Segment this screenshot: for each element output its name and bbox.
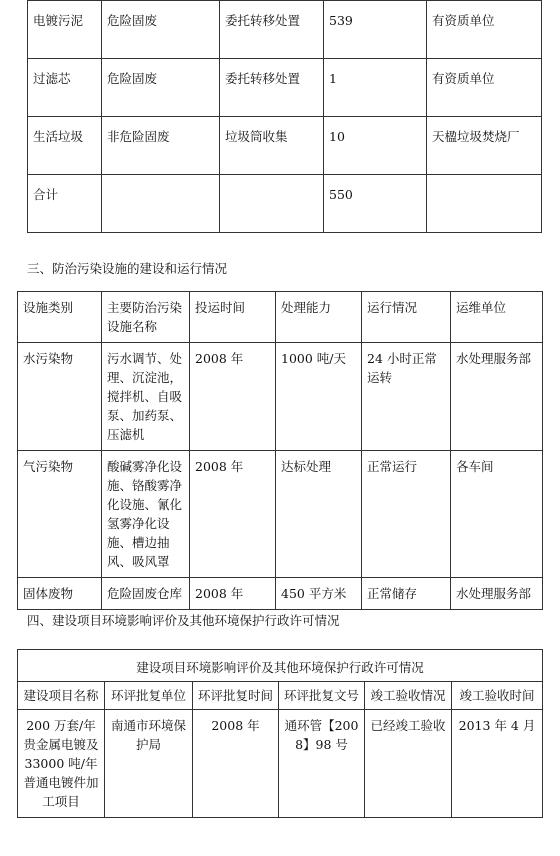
table-cell: 539 — [324, 1, 427, 59]
table-cell: 委托转移处置 — [220, 59, 324, 117]
table-cell: 气污染物 — [18, 451, 102, 578]
table-cell: 水处理服务部 — [451, 343, 543, 451]
table-cell: 2008 年 — [190, 578, 276, 610]
table-row — [18, 710, 543, 818]
table-header-row — [18, 292, 543, 343]
table-row — [28, 1, 542, 59]
table-cell: 委托转移处置 — [220, 1, 324, 59]
table-cell: 合计 — [28, 175, 102, 233]
table-cell: 污水调节、处理、沉淀池，搅拌机、自吸泵、加药泵、压滤机 — [102, 343, 190, 451]
table-header-cell: 处理能力 — [276, 292, 362, 343]
table-cell: 水处理服务部 — [451, 578, 543, 610]
table-header-cell: 运行情况 — [362, 292, 451, 343]
table-cell: 1 — [324, 59, 427, 117]
table-cell: 危险固废 — [102, 59, 220, 117]
table-header-cell: 投运时间 — [190, 292, 276, 343]
table-cell: 有资质单位 — [427, 59, 542, 117]
table-header-cell: 环评批复单位 — [105, 682, 193, 710]
table-cell: 2013 年 4 月 — [452, 710, 543, 818]
table-cell: 水污染物 — [18, 343, 102, 451]
table-cell: 垃圾筒收集 — [220, 117, 324, 175]
table-row — [18, 343, 543, 451]
table-cell: 2008 年 — [190, 343, 276, 451]
table-title: 建设项目环境影响评价及其他环境保护行政许可情况 — [18, 650, 543, 682]
section-heading: 三、防治污染设施的建设和运行情况 — [27, 261, 228, 276]
permits-table — [17, 649, 543, 818]
facilities-table — [17, 291, 543, 610]
table-cell — [427, 175, 542, 233]
table-cell: 电镀污泥 — [28, 1, 102, 59]
table-header-cell: 运维单位 — [451, 292, 543, 343]
table-cell — [102, 175, 220, 233]
table-row — [28, 117, 542, 175]
table-cell: 非危险固废 — [102, 117, 220, 175]
section-heading: 四、建设项目环境影响评价及其他环境保护行政许可情况 — [27, 613, 340, 628]
table-cell: 达标处理 — [276, 451, 362, 578]
table-cell: 危险固废仓库 — [102, 578, 190, 610]
table-cell: 通环管【2008】98 号 — [279, 710, 365, 818]
table-cell: 已经竣工验收 — [365, 710, 452, 818]
table-header-cell: 主要防治污染设施名称 — [102, 292, 190, 343]
table-cell: 过滤芯 — [28, 59, 102, 117]
table-cell: 正常运行 — [362, 451, 451, 578]
table-cell: 固体废物 — [18, 578, 102, 610]
table-cell: 危险固废 — [102, 1, 220, 59]
table-cell: 生活垃圾 — [28, 117, 102, 175]
table-cell: 450 平方米 — [276, 578, 362, 610]
table-header-cell: 建设项目名称 — [18, 682, 105, 710]
table-header-cell: 设施类别 — [18, 292, 102, 343]
table-row — [28, 59, 542, 117]
table-cell: 正常储存 — [362, 578, 451, 610]
table-row — [28, 175, 542, 233]
table-cell: 有资质单位 — [427, 1, 542, 59]
table-cell: 各车间 — [451, 451, 543, 578]
table-cell: 10 — [324, 117, 427, 175]
table-cell: 天楹垃圾焚烧厂 — [427, 117, 542, 175]
table-cell — [220, 175, 324, 233]
table-header-cell: 环评批复文号 — [279, 682, 365, 710]
table-row — [18, 451, 543, 578]
table-header-cell: 环评批复时间 — [193, 682, 279, 710]
table-title-row — [18, 650, 543, 682]
table-cell: 酸碱雾净化设施、铬酸雾净化设施、氰化氢雾净化设施、槽边抽风、吸风罩 — [102, 451, 190, 578]
table-cell: 2008 年 — [193, 710, 279, 818]
table-header-cell: 竣工验收情况 — [365, 682, 452, 710]
table-cell: 200 万套/年贵金属电镀及 33000 吨/年普通电镀件加工项目 — [18, 710, 105, 818]
table-cell: 550 — [324, 175, 427, 233]
table-cell: 24 小时正常运转 — [362, 343, 451, 451]
waste-table — [27, 0, 542, 233]
table-cell: 1000 吨/天 — [276, 343, 362, 451]
table-cell: 南通市环境保护局 — [105, 710, 193, 818]
table-header-cell: 竣工验收时间 — [452, 682, 543, 710]
table-cell: 2008 年 — [190, 451, 276, 578]
table-row — [18, 578, 543, 610]
table-header-row — [18, 682, 543, 710]
